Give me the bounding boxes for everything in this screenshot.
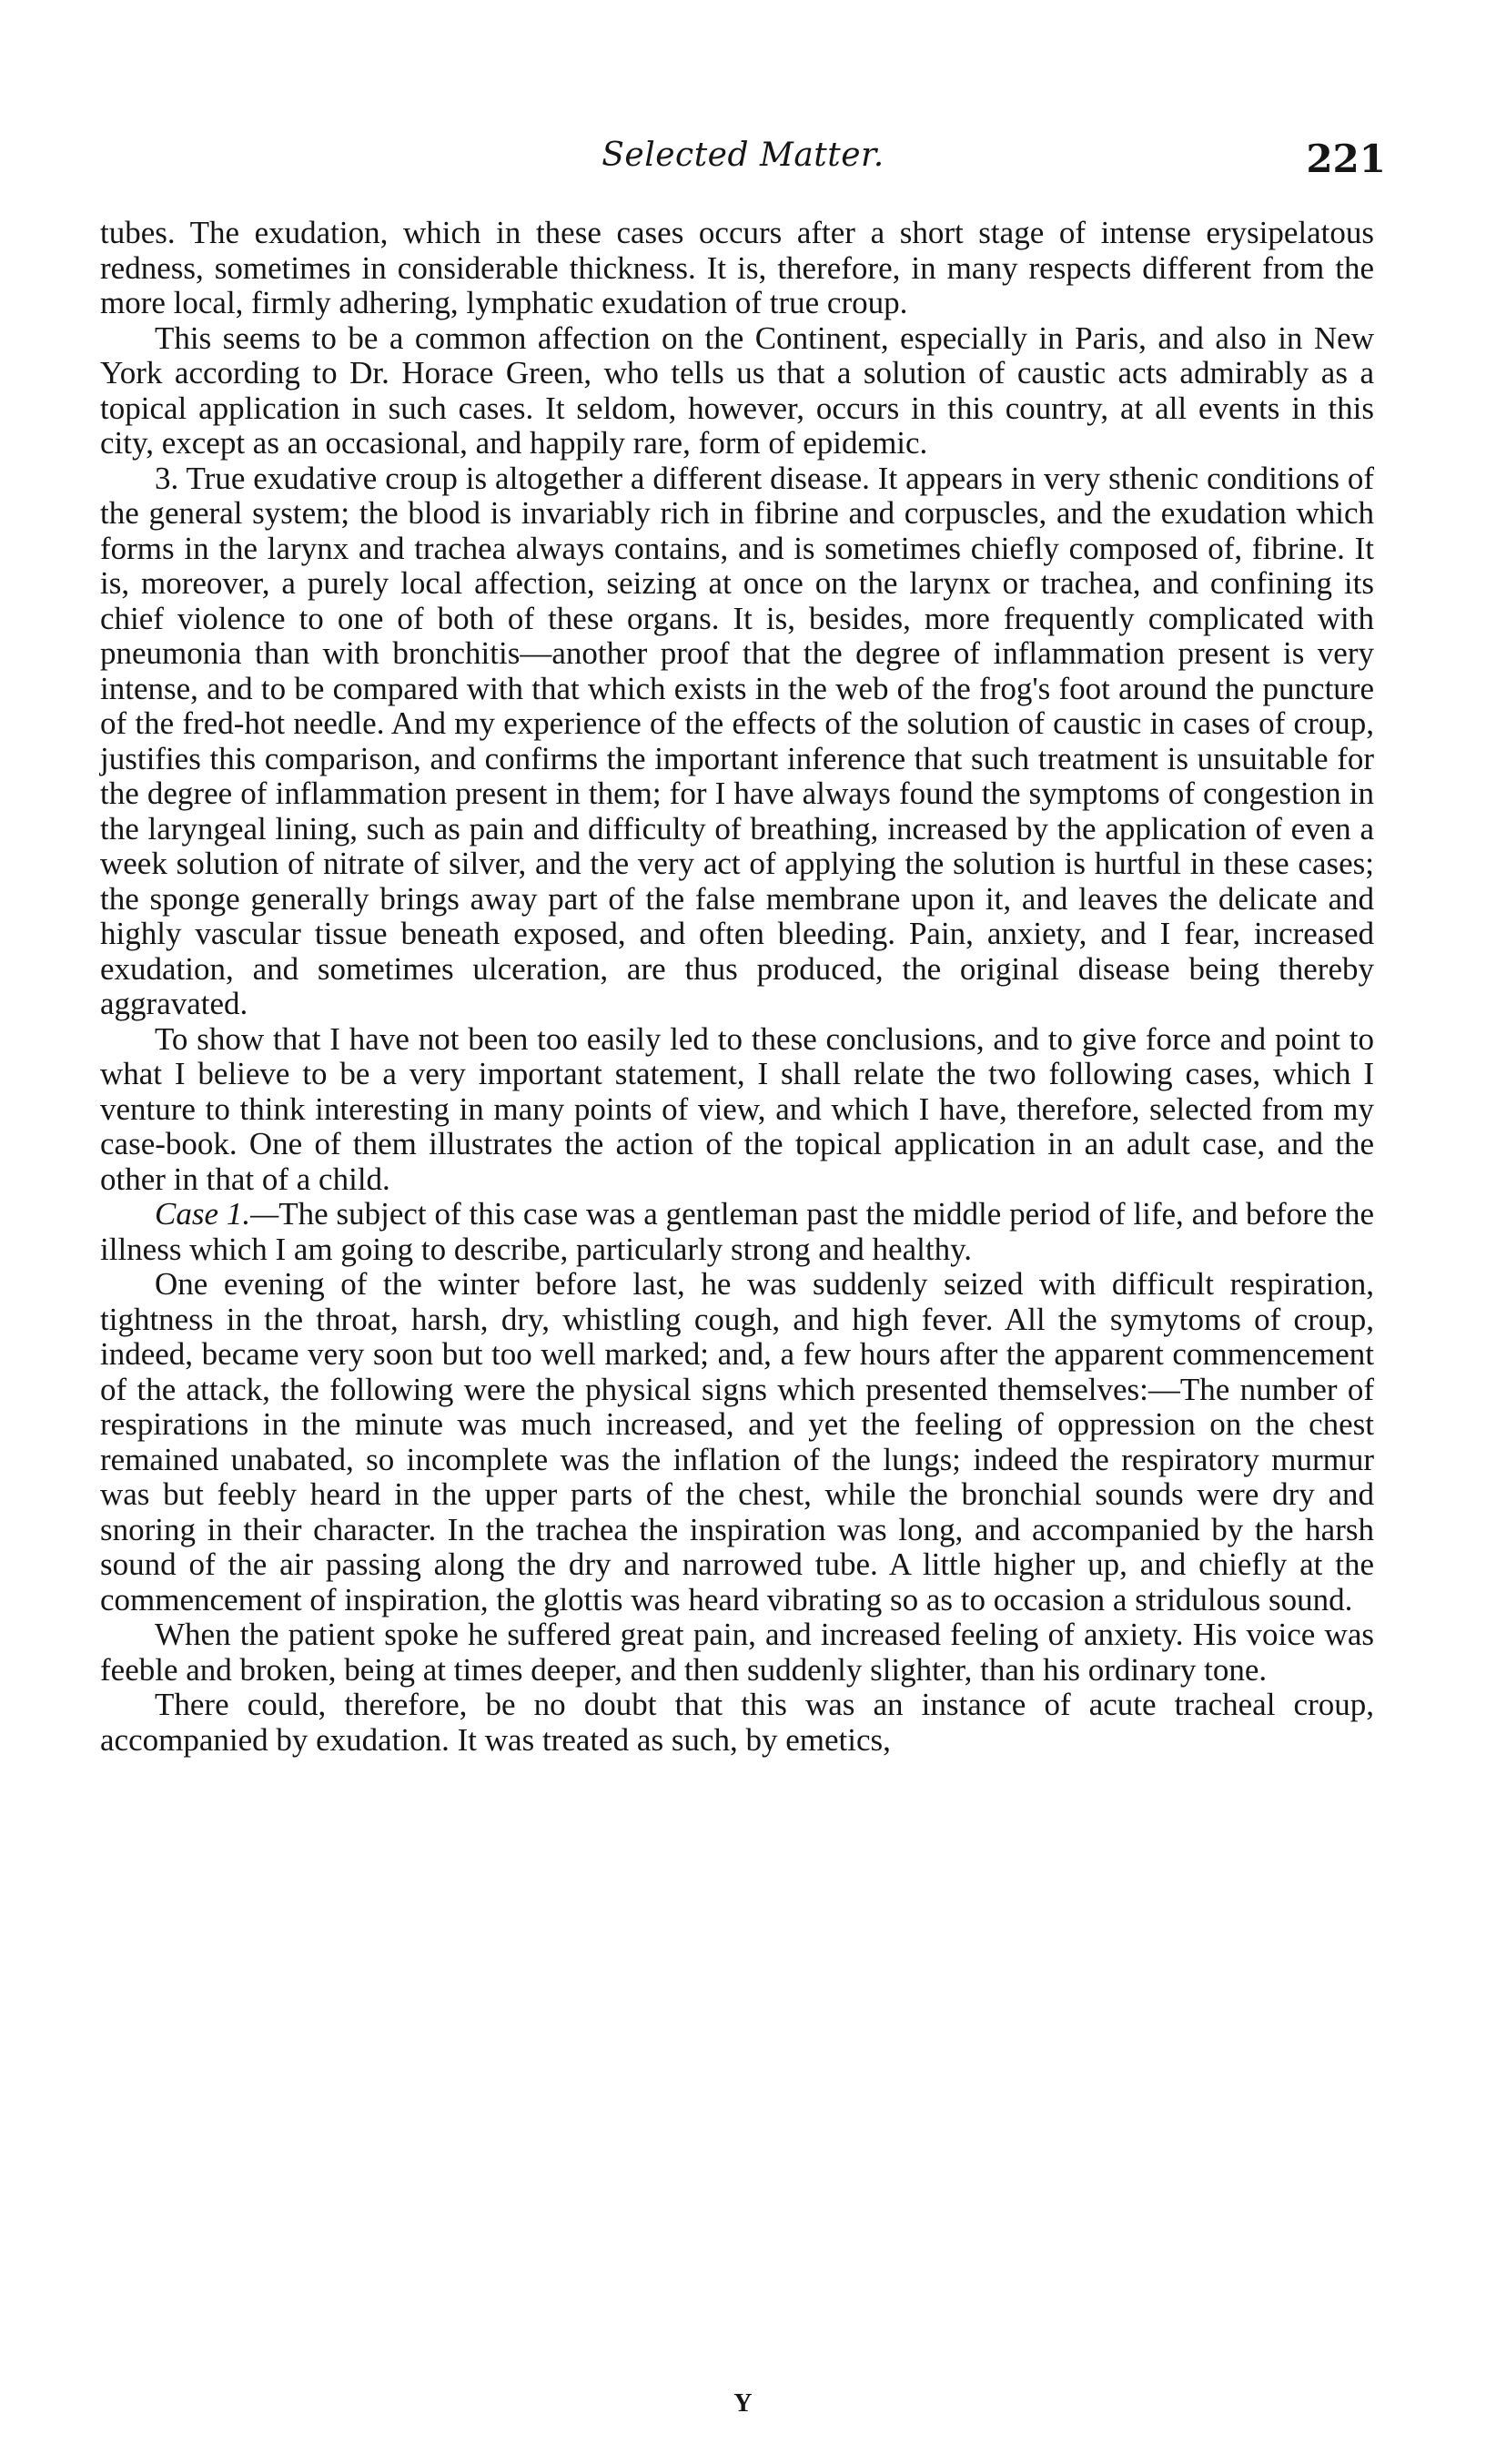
paragraph: There could, therefore, be no doubt that this was an instance of acute tracheal croup, accompanied by exudation. It was treated as such, by emetics,	[100, 1687, 1374, 1758]
body-text	[100, 216, 1374, 1758]
case-text: The subject of this case was a gentleman past the middle period of life, and before the illness which I am going to describe, particularly strong and healthy.	[100, 1196, 1374, 1267]
page-number: 221	[1306, 137, 1386, 181]
paragraph: One evening of the winter before last, he was suddenly seized with difficult respiration, tightness in the throat, harsh, dry, whistling cough, and high fever. All the symytoms of croup, indeed, became very soon but too well marked; and, a few hours after the apparent commencement of the attack, the following were the physical signs which presented themselves:—The number of respirations in the minute was much increased, and yet the feeling of oppression on the chest remained unabated, so incomplete was the inflation of the lungs; indeed the respiratory murmur was but feebly heard in the upper parts of the chest, while the bronchial sounds were dry and snoring in their character. In the trachea the inspiration was long, and accompanied by the harsh sound of the air passing along the dry and narrowed tube. A little higher up, and chiefly at the commencement of inspiration, the glottis was heard vibrating so as to occasion a stridulous sound.	[100, 1266, 1374, 1617]
paragraph: To show that I have not been too easily led to these conclusions, and to give force and point to what I believe to be a very important statement, I shall relate the two following cases, which I venture to think interesting in many points of view, and which I have, therefore, selected from my case-book. One of them illustrates the action of the topical application in an adult case, and the other in that of a child.	[100, 1020, 1374, 1197]
page-header	[100, 137, 1386, 191]
signature-mark: Y	[733, 2389, 753, 2418]
paragraph: This seems to be a common affection on the Continent, especially in Paris, and also in New York according to Dr. Horace Green, who tells us that a solution of caustic acts admirably as a topical application in such cases. It seldom, however, occurs in this country, at all events in this city, except as an occasional, and happily rare, form of epidemic.	[100, 319, 1374, 461]
case-paragraph	[100, 1197, 1374, 1267]
case-label: Case 1.—	[155, 1196, 279, 1232]
paragraph: tubes. The exudation, which in these cases occurs after a short stage of intense erysipelatous redness, sometimes in considerable thickness. It is, therefore, in many respects different from the more local, firmly adhering, lymphatic exudation of true croup.	[100, 215, 1374, 320]
paragraph: 3. True exudative croup is altogether a different disease. It appears in very sthenic conditions of the general system; the blood is invariably rich in fibrine and corpuscles, and the exudation which forms in the larynx and trachea always contains, and is sometimes chiefly composed of, fibrine. It is, moreover, a purely local affection, seizing at once on the larynx or trachea, and confining its chief violence to one of both of these organs. It is, besides, more frequently complicated with pneumonia than with bronchitis—another proof that the degree of inflammation present is very intense, and to be compared with that which exists in the web of the frog's foot around the puncture of the fred-hot needle. And my experience of the effects of the solution of caustic in cases of croup, justifies this comparison, and confirms the important inference that such treatment is unsuitable for the degree of inflammation present in them; for I have always found the symptoms of congestion in the laryngeal lining, such as pain and difficulty of breathing, increased by the application of even a week solution of nitrate of silver, and the very act of applying the solution is hurtful in these cases; the sponge generally brings away part of the false membrane upon it, and leaves the delicate and highly vascular tissue beneath exposed, and often bleeding. Pain, anxiety, and I fear, increased exudation, and sometimes ulceration, are thus produced, the original disease being thereby aggravated.	[100, 460, 1374, 1021]
running-title: Selected Matter.	[601, 137, 885, 174]
paragraph: When the patient spoke he suffered great pain, and increased feeling of anxiety. His voice was feeble and broken, being at times deeper, and then suddenly slighter, than his ordinary tone.	[100, 1617, 1374, 1688]
